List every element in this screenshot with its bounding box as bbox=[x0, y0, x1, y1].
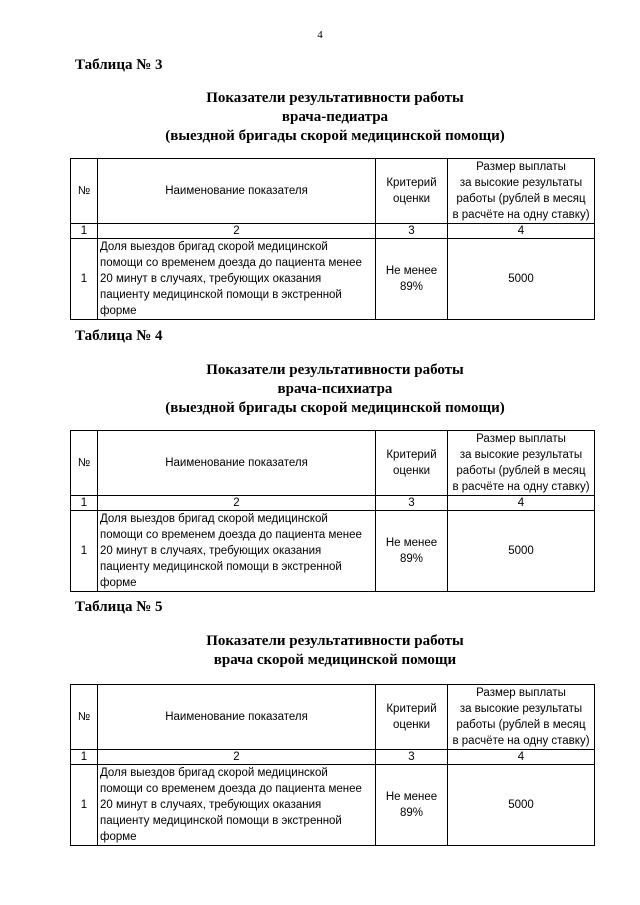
row-criterion-line: Не менее bbox=[385, 265, 438, 277]
index-cell: 3 bbox=[376, 496, 448, 511]
index-cell: 4 bbox=[448, 750, 595, 765]
index-cell: 2 bbox=[98, 224, 376, 239]
header-payment-line: Размер выплаты bbox=[476, 161, 566, 173]
index-cell: 2 bbox=[98, 750, 376, 765]
index-row bbox=[71, 496, 595, 511]
row-name-line: форме bbox=[100, 305, 137, 317]
header-payment-line: за высокие результаты bbox=[459, 177, 583, 189]
table-title bbox=[0, 632, 640, 670]
index-cell: 3 bbox=[376, 750, 448, 765]
header-payment bbox=[448, 159, 595, 224]
header-payment-line: за высокие результаты bbox=[459, 703, 583, 715]
row-name-line: форме bbox=[100, 577, 137, 589]
row-name-line: пациенту медицинской помощи в экстренной bbox=[100, 289, 342, 301]
header-name: Наименование показателя bbox=[98, 159, 376, 224]
table-title-line: Показатели результативности работы bbox=[206, 633, 464, 649]
header-criterion-line: Критерий bbox=[386, 449, 437, 461]
table-title-line: врача-психиатра bbox=[277, 381, 393, 397]
header-row bbox=[71, 431, 595, 496]
header-criterion-line: оценки bbox=[392, 465, 431, 477]
header-criterion-line: Критерий bbox=[386, 703, 437, 715]
table-title-line: врача скорой медицинской помощи bbox=[213, 652, 457, 668]
header-criterion bbox=[376, 431, 448, 496]
header-payment-line: Размер выплаты bbox=[476, 433, 566, 445]
table-label: Таблица № 3 bbox=[75, 57, 163, 73]
row-payment: 5000 bbox=[448, 511, 595, 592]
index-cell: 2 bbox=[98, 496, 376, 511]
row-name-line: форме bbox=[100, 831, 137, 843]
table-row bbox=[71, 511, 595, 592]
header-row bbox=[71, 159, 595, 224]
table-title-line: (выездной бригады скорой медицинской помощи) bbox=[165, 400, 505, 416]
row-indicator-name bbox=[98, 239, 376, 320]
row-payment: 5000 bbox=[448, 239, 595, 320]
row-criterion bbox=[376, 511, 448, 592]
row-name-line: 20 минут в случаях, требующих оказания bbox=[100, 545, 322, 557]
header-payment bbox=[448, 431, 595, 496]
header-criterion bbox=[376, 685, 448, 750]
header-num: № bbox=[71, 431, 98, 496]
table-title-line: врача-педиатра bbox=[281, 109, 389, 125]
header-payment bbox=[448, 685, 595, 750]
table-title-line: Показатели результативности работы bbox=[206, 90, 464, 106]
row-criterion-line: Не менее bbox=[385, 791, 438, 803]
table-label: Таблица № 4 bbox=[75, 328, 163, 344]
row-criterion-line: 89% bbox=[399, 281, 424, 293]
index-cell: 1 bbox=[71, 224, 98, 239]
row-name-line: Доля выездов бригад скорой медицинской bbox=[100, 241, 328, 253]
header-criterion bbox=[376, 159, 448, 224]
index-cell: 4 bbox=[448, 496, 595, 511]
indicators-table bbox=[70, 158, 595, 320]
row-name-line: Доля выездов бригад скорой медицинской bbox=[100, 513, 328, 525]
header-row bbox=[71, 685, 595, 750]
row-name-line: пациенту медицинской помощи в экстренной bbox=[100, 815, 342, 827]
table-title bbox=[0, 361, 640, 418]
header-num: № bbox=[71, 159, 98, 224]
indicators-table bbox=[70, 430, 595, 592]
index-cell: 3 bbox=[376, 224, 448, 239]
row-name-line: пациенту медицинской помощи в экстренной bbox=[100, 561, 342, 573]
row-payment: 5000 bbox=[448, 765, 595, 846]
header-payment-line: работы (рублей в месяц bbox=[456, 719, 586, 731]
table-title-line: Показатели результативности работы bbox=[206, 362, 464, 378]
row-name-line: помощи со временем доезда до пациента менее bbox=[100, 529, 362, 541]
row-criterion-line: Не менее bbox=[385, 537, 438, 549]
row-num: 1 bbox=[71, 765, 98, 846]
row-name-line: помощи со временем доезда до пациента менее bbox=[100, 783, 362, 795]
table-label: Таблица № 5 bbox=[75, 599, 163, 615]
header-payment-line: в расчёте на одну ставку) bbox=[452, 209, 590, 221]
row-criterion-line: 89% bbox=[399, 553, 424, 565]
header-payment-line: работы (рублей в месяц bbox=[456, 465, 586, 477]
index-row bbox=[71, 224, 595, 239]
index-cell: 1 bbox=[71, 750, 98, 765]
header-payment-line: работы (рублей в месяц bbox=[456, 193, 586, 205]
header-name: Наименование показателя bbox=[98, 685, 376, 750]
row-name-line: Доля выездов бригад скорой медицинской bbox=[100, 767, 328, 779]
header-criterion-line: Критерий bbox=[386, 177, 437, 189]
header-name: Наименование показателя bbox=[98, 431, 376, 496]
index-cell: 1 bbox=[71, 496, 98, 511]
row-indicator-name bbox=[98, 765, 376, 846]
row-criterion bbox=[376, 239, 448, 320]
header-payment-line: в расчёте на одну ставку) bbox=[452, 481, 590, 493]
table-row bbox=[71, 239, 595, 320]
row-name-line: 20 минут в случаях, требующих оказания bbox=[100, 273, 322, 285]
row-criterion bbox=[376, 765, 448, 846]
table-title bbox=[0, 89, 640, 146]
page-number: 4 bbox=[317, 29, 323, 41]
row-name-line: 20 минут в случаях, требующих оказания bbox=[100, 799, 322, 811]
row-num: 1 bbox=[71, 239, 98, 320]
index-row bbox=[71, 750, 595, 765]
table-row bbox=[71, 765, 595, 846]
row-num: 1 bbox=[71, 511, 98, 592]
indicators-table bbox=[70, 684, 595, 846]
header-payment-line: в расчёте на одну ставку) bbox=[452, 735, 590, 747]
header-criterion-line: оценки bbox=[392, 719, 431, 731]
table-title-line: (выездной бригады скорой медицинской помощи) bbox=[165, 128, 505, 144]
row-name-line: помощи со временем доезда до пациента менее bbox=[100, 257, 362, 269]
index-cell: 4 bbox=[448, 224, 595, 239]
row-indicator-name bbox=[98, 511, 376, 592]
header-num: № bbox=[71, 685, 98, 750]
header-payment-line: за высокие результаты bbox=[459, 449, 583, 461]
header-criterion-line: оценки bbox=[392, 193, 431, 205]
row-criterion-line: 89% bbox=[399, 807, 424, 819]
header-payment-line: Размер выплаты bbox=[476, 687, 566, 699]
